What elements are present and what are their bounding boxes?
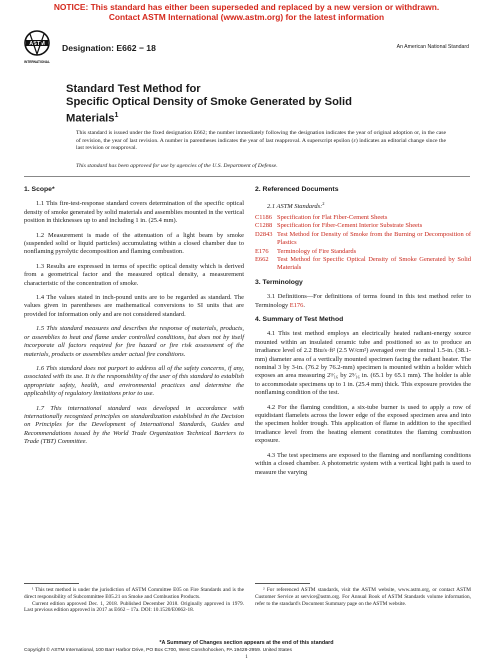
title-footnote-ref: 1 xyxy=(114,112,119,119)
reference-code[interactable]: E662 xyxy=(255,255,269,263)
reference-code[interactable]: D2843 xyxy=(255,230,273,238)
footnote-1-edition: Current edition approved Dec. 1, 2018. Published December 2018. Originally approved in 1979. Last previous edition approved in 2017 as E662 – 17a. DOI: 10.1520/E0662-18. xyxy=(24,600,244,614)
para-3-1-end: . xyxy=(303,301,305,309)
footnote-2: ² For referenced ASTM standards, visit the ASTM website, www.astm.org, or contact ASTM Customer Service at service@astm.org. For Annual Book of ASTM Standards volume information, refer to the standard's Document Summary page on the ASTM website. xyxy=(255,587,471,607)
reference-item[interactable] xyxy=(255,231,471,248)
reference-list xyxy=(255,214,471,273)
para-1-4: 1.4 The values stated in inch-pound units are to be regarded as standard. The values given in parentheses are mathematical conversions to SI units that are provided for information only and are not considered standard. xyxy=(24,294,244,318)
title-line-2: Specific Optical Density of Smoke Generated by Solid xyxy=(66,96,352,108)
para-2-1 xyxy=(255,200,471,212)
terminology-heading: 3. Terminology xyxy=(255,278,303,286)
svg-text:ASTM: ASTM xyxy=(29,41,45,47)
reference-item[interactable] xyxy=(255,214,471,222)
scope-heading: 1. Scope* xyxy=(24,186,55,193)
para-4-3: 4.3 The test specimens are exposed to the flaming and nonflaming conditions within a closed chamber. A photometric system with a vertical light path is used to measure the varying xyxy=(255,451,471,476)
footnote-1-text: ¹ This test method is under the jurisdiction of ASTM Committee E05 on Fire Standards and is the direct responsibility of Subcommittee E05.21 on Smoke and Combustion Products. xyxy=(24,587,244,600)
designation: Designation: E662 − 18 xyxy=(62,43,156,53)
summary-heading: 4. Summary of Test Method xyxy=(255,316,344,324)
title-line-1: Standard Test Method for xyxy=(66,83,201,95)
para-2-1-footnote-ref: 2 xyxy=(322,201,325,207)
reference-code[interactable]: E176 xyxy=(255,247,269,255)
reference-item[interactable] xyxy=(255,248,471,256)
footnote-divider-left xyxy=(24,583,79,584)
notice-line-2: Contact ASTM International (www.astm.org) for the latest information xyxy=(108,12,385,22)
footnote-1 xyxy=(24,587,244,614)
referenced-documents-heading: 2. Referenced Documents xyxy=(255,186,339,193)
reference-item[interactable] xyxy=(255,222,471,230)
issue-note: This standard is issued under the fixed designation E662; the number immediately following the designation indicates the year of original adoption or, in the case of revision, the year of last revision. A number in parentheses indicates the year of last reapproval. A superscript epsilon (ε) indicates an editorial change since the last revision or reapproval. xyxy=(76,130,446,152)
reference-code[interactable]: C1186 xyxy=(255,213,272,221)
notice-banner xyxy=(0,2,493,22)
reference-title[interactable]: Test Method for Density of Smoke from the Burning or Decomposition of Plastics xyxy=(277,230,471,247)
reference-title[interactable]: Test Method for Specific Optical Density of Smoke Generated by Solid Materials xyxy=(277,255,471,272)
american-national-standard: An American National Standard xyxy=(396,44,469,50)
astm-logo-icon xyxy=(22,30,52,72)
para-4-2: 4.2 For the flaming condition, a six-tube burner is used to apply a row of equidistant flamelets across the lower edge of the exposed specimen area and into the specimen holder trough. This application of flame in addition to the specified irradiance level from the heating element constitutes the flaming combustion exposure. xyxy=(255,403,471,445)
para-1-6: 1.6 This standard does not purport to address all of the safety concerns, if any, associated with its use. It is the responsibility of the user of this standard to establish appropriate safety, health, and environmental practices and determine the applicability of regulatory limitations prior to use. xyxy=(24,364,244,398)
terminology-link[interactable]: E176 xyxy=(289,301,304,309)
right-column xyxy=(255,186,471,483)
title-line-3-text: Materials xyxy=(66,112,115,125)
approved-note: This standard has been approved for use by agencies of the U.S. Department of Defense. xyxy=(76,163,278,169)
left-column xyxy=(24,186,244,453)
para-4-1: 4.1 This test method employs an electrically heated radiant-energy source mounted within an insulated ceramic tube and positioned so as to produce an irradiance level of 2.2 Btu/s·ft² (2.5 W/cm²) averaged over the central 1.5-in. (38.1-mm) diameter area of a vertically mounted specimen facing the radiant heater. The nominal 3 by 3-in. (76.2 by 76.2-mm) specimen is mounted within a holder which exposes an area measuring 2⁹⁄₁₆ by 2⁹⁄₁₆ in. (65.1 by 65.1 mm). The holder is able to accommodate specimens up to 1 in. (25.4 mm) thick. This exposure provides the nonflaming condition of the test. xyxy=(255,330,471,397)
para-2-1-text: 2.1 ASTM Standards: xyxy=(267,203,323,211)
document-title xyxy=(66,83,446,126)
divider xyxy=(24,176,470,177)
svg-text:INTERNATIONAL: INTERNATIONAL xyxy=(24,60,50,64)
title-line-3 xyxy=(66,109,446,126)
reference-title[interactable]: Terminology of Fire Standards xyxy=(277,247,357,255)
para-1-5: 1.5 This standard measures and describes the response of materials, products, or assemblies to heat and flame under controlled conditions, but does not by itself incorporate all factors required for fire hazard or fire risk assessment of the materials, products or assemblies under actual fire conditions. xyxy=(24,325,244,358)
para-1-7: 1.7 This international standard was developed in accordance with internationally recognized principles on standardization established in the Decision on Principles for the Development of International Standards, Guides and Recommendations issued by the World Trade Organization Technical Barriers to Trade (TBT) Committee. xyxy=(24,404,244,446)
para-1-2: 1.2 Measurement is made of the attenuation of a light beam by smoke (suspended solid or liquid particles) accumulating within a closed chamber due to nonflaming pyrolytic decomposition and flaming combustion. xyxy=(24,231,244,256)
copyright: Copyright © ASTM International, 100 Barr Harbor Drive, PO Box C700, West Conshohocken, PA 19428-2959. United States xyxy=(24,648,292,653)
reference-title[interactable]: Specification for Fiber-Cement Interior Substrate Sheets xyxy=(277,222,423,230)
reference-code[interactable]: C1288 xyxy=(255,222,273,230)
para-3-1 xyxy=(255,293,471,310)
footnote-divider-right xyxy=(255,583,310,584)
para-3-1-text: 3.1 Definitions—For definitions of terms found in this test method refer to Terminology xyxy=(255,293,471,309)
para-1-1: 1.1 This fire-test-response standard covers determination of the specific optical density of smoke generated by solid materials and assemblies mounted in the vertical position in thicknesses up to and including 1 in. (25.4 mm). xyxy=(24,200,244,225)
reference-item[interactable] xyxy=(255,256,471,273)
page-number: 1 xyxy=(245,655,248,660)
summary-of-changes-note: *A Summary of Changes section appears at the end of this standard xyxy=(159,640,334,646)
notice-line-1: NOTICE: This standard has either been superseded and replaced by a new version or withdrawn. xyxy=(53,2,440,12)
para-1-3: 1.3 Results are expressed in terms of specific optical density which is derived from a geometrical factor and the measured optical density, a measurement characteristic of the concentration of smoke. xyxy=(24,262,244,287)
reference-title[interactable]: Specification for Flat Fiber-Cement Sheets xyxy=(277,213,388,221)
